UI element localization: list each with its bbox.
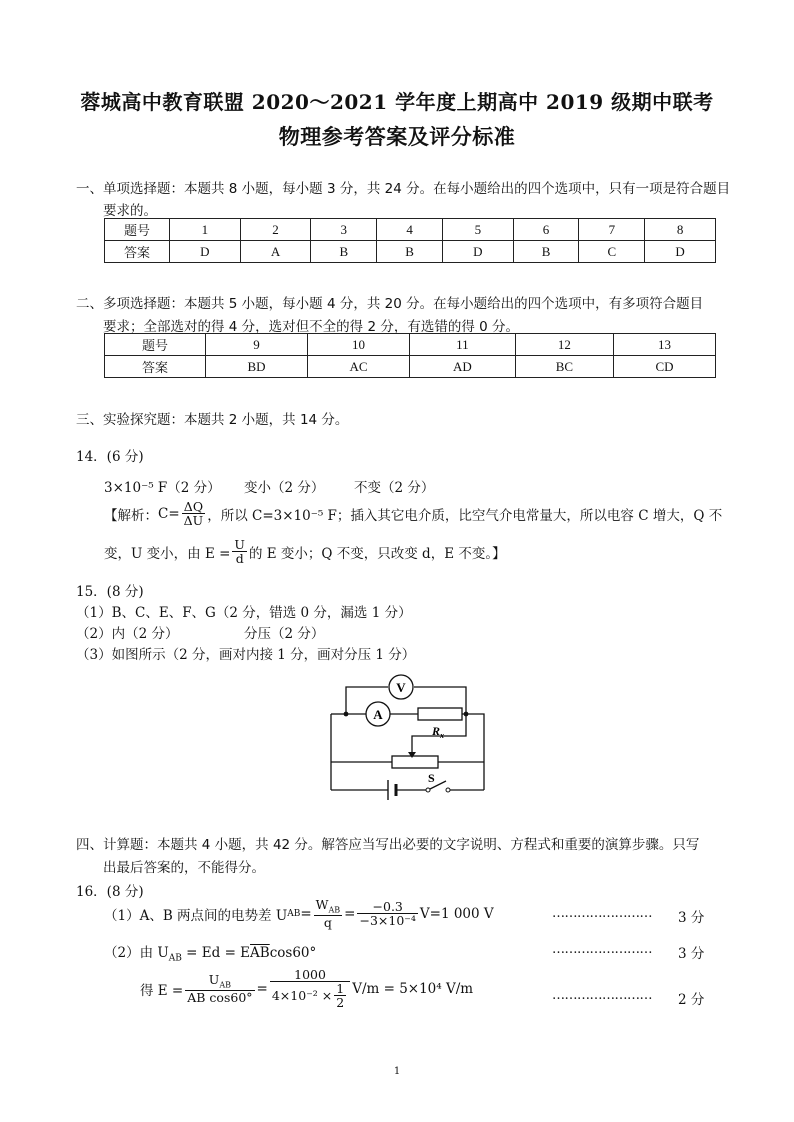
- step1-subscript: AB: [287, 908, 301, 919]
- page-number: 1: [393, 1066, 401, 1077]
- score-leader: ……………………: [552, 988, 652, 1003]
- q15-item3: （3）如图所示（2 分，画对内接 1 分，画对分压 1 分）: [76, 647, 416, 663]
- q14-label: 14．(6 分): [76, 449, 144, 465]
- row-label: 题号: [105, 219, 170, 241]
- q14-answer1: 3×10⁻⁵ F（2 分）: [104, 480, 221, 496]
- segment-ab: $\overline{AB}$: [250, 945, 270, 961]
- fraction-values: [357, 900, 417, 927]
- question-number: 9: [206, 334, 308, 356]
- question-number: 8: [645, 219, 716, 241]
- fraction-numerator: [314, 898, 343, 916]
- junction-dot: [344, 712, 349, 717]
- step3-prefix: 得 E =: [140, 982, 184, 999]
- answer-cell: B: [513, 241, 579, 263]
- question-number: 3: [311, 219, 377, 241]
- question-number: 11: [410, 334, 516, 356]
- u-subscript: AB: [219, 980, 231, 990]
- ammeter-label: A: [373, 707, 383, 722]
- question-number: 7: [579, 219, 645, 241]
- step1-score: 3 分: [678, 910, 705, 926]
- den-text: 4×10⁻² ×: [271, 988, 333, 1004]
- fraction-numerator: U: [234, 537, 245, 552]
- q16-step1: [104, 898, 494, 929]
- half-numerator: 1: [336, 981, 345, 997]
- voltmeter-label: V: [396, 680, 406, 695]
- circuit-diagram: [318, 672, 498, 806]
- answer-cell: AC: [308, 356, 410, 378]
- step2-cos: cos60°: [269, 945, 317, 961]
- question-number: 5: [442, 219, 513, 241]
- section4-heading-line1: 四、计算题：本题共 4 小题，共 42 分。解答应当写出必要的文字说明、方程式和重要的演算步骤。只写: [76, 837, 700, 853]
- question-number: 12: [515, 334, 613, 356]
- fraction-u-abcos: [185, 973, 254, 1004]
- resistor-label: R: [432, 724, 441, 738]
- fraction-denominator: −3×10⁻⁴: [359, 913, 416, 928]
- fraction-half: [334, 982, 346, 1009]
- table-row-answers: [105, 241, 716, 263]
- step2-subscript: AB: [168, 953, 182, 964]
- equals: =: [344, 905, 356, 922]
- fraction-denominator: d: [235, 551, 244, 567]
- q16-label: 16．(8 分): [76, 884, 144, 900]
- capacitance-eq: C=: [158, 505, 180, 522]
- fraction-dq-du: [182, 500, 206, 527]
- q15-item2-b: 分压（2 分）: [244, 626, 325, 642]
- wire: [414, 687, 466, 714]
- answer-cell: AD: [410, 356, 516, 378]
- switch-contact: [426, 788, 430, 792]
- table-row-answers: [105, 356, 716, 378]
- step3-result: V/m = 5×10⁴ V/m: [352, 980, 474, 997]
- row-label: 题号: [105, 334, 206, 356]
- question-number: 13: [613, 334, 715, 356]
- switch-label: S: [428, 771, 435, 785]
- section4-heading-line2: 出最后答案的，不能得分。: [103, 860, 265, 876]
- section3-heading: 三、实验探究题：本题共 2 小题，共 14 分。: [76, 412, 349, 428]
- switch-contact: [446, 788, 450, 792]
- q14-answer2: 变小（2 分）: [244, 480, 325, 496]
- table-row-numbers: [105, 334, 716, 356]
- answer-cell: D: [170, 241, 241, 263]
- step2-text: （2）由 U: [104, 945, 169, 961]
- step2-eq: = Ed = E: [181, 945, 251, 961]
- q16-step2: [104, 941, 316, 964]
- answer-cell: A: [240, 241, 311, 263]
- equals: =: [300, 905, 312, 922]
- half-denominator: 2: [336, 995, 345, 1011]
- slider-arrow-icon: [408, 752, 416, 758]
- section2-answer-table: [104, 333, 716, 378]
- question-number: 6: [513, 219, 579, 241]
- resistor-rx-icon: [418, 708, 462, 720]
- answer-cell: B: [377, 241, 443, 263]
- table-row-numbers: [105, 219, 716, 241]
- fraction-denominator: AB cos60°: [187, 990, 253, 1006]
- page-subtitle: 物理参考答案及评分标准: [278, 124, 516, 149]
- answer-cell: D: [442, 241, 513, 263]
- question-number: 4: [377, 219, 443, 241]
- answer-cell: CD: [613, 356, 715, 378]
- resistor-subscript: x: [440, 731, 444, 740]
- analysis-text: 变，U 变小，由 E =: [104, 545, 231, 562]
- question-number: 1: [170, 219, 241, 241]
- fraction-denominator: q: [323, 914, 332, 930]
- analysis-text: 的 E 变小；Q 不变，只改变 d，E 不变。】: [248, 545, 506, 562]
- fraction-numerator: ΔQ: [182, 500, 206, 514]
- fraction-u-d: [232, 538, 247, 565]
- section1-answer-table: [104, 218, 716, 263]
- answer-cell: D: [645, 241, 716, 263]
- work-subscript: AB: [328, 905, 341, 915]
- q14-analysis-line1: [104, 500, 722, 527]
- step2-score: 3 分: [678, 946, 705, 962]
- equals: =: [256, 980, 268, 997]
- q15-item1: （1）B、C、E、F、G（2 分，错选 0 分，漏选 1 分）: [76, 605, 412, 621]
- answer-cell: BD: [206, 356, 308, 378]
- wire: [462, 714, 484, 762]
- step1-text: （1）A、B 两点间的电势差 U: [104, 907, 288, 924]
- fraction-denominator: ΔU: [183, 513, 204, 529]
- fraction-numerator: −0.3: [357, 900, 417, 914]
- step1-result: V=1 000 V: [419, 905, 494, 922]
- score-leader: ……………………: [552, 906, 652, 921]
- q15-item2-a: （2）内（2 分）: [76, 626, 179, 642]
- fraction-w-q: [314, 898, 343, 929]
- q16-step3: [140, 968, 473, 1009]
- fraction-numeric: [270, 968, 350, 1009]
- row-label: 答案: [105, 241, 170, 263]
- page-title: 蓉城高中教育联盟 2020～2021 学年度上期高中 2019 级期中联考: [80, 90, 714, 114]
- fraction-denominator: [270, 982, 350, 1009]
- section1-heading-line1: 一、单项选择题：本题共 8 小题，每小题 3 分，共 24 分。在每小题给出的四个选项中，只有一项是符合题目: [76, 181, 731, 197]
- section1-heading-line2: 要求的。: [103, 203, 157, 219]
- fraction-numerator: 1000: [270, 968, 350, 982]
- question-number: 2: [240, 219, 311, 241]
- junction-dot: [464, 712, 469, 717]
- q15-label: 15．(8 分): [76, 584, 144, 600]
- analysis-text: ，所以 C=3×10⁻⁵ F；插入其它电介质，比空气介电常量大，所以电容 C 增大，Q 不: [207, 507, 723, 524]
- row-label: 答案: [105, 356, 206, 378]
- score-leader: ……………………: [552, 942, 652, 957]
- step3-score: 2 分: [678, 992, 705, 1008]
- answer-cell: BC: [515, 356, 613, 378]
- section2-heading-line2: 要求；全部选对的得 4 分，选对但不全的得 2 分，有选错的得 0 分。: [103, 319, 520, 335]
- q14-answer3: 不变（2 分）: [354, 480, 435, 496]
- answer-cell: B: [311, 241, 377, 263]
- u-symbol: U: [208, 972, 220, 988]
- q14-analysis-line2: [104, 538, 506, 565]
- question-number: 10: [308, 334, 410, 356]
- answer-cell: C: [579, 241, 645, 263]
- fraction-numerator: [185, 973, 254, 991]
- section2-heading-line1: 二、多项选择题：本题共 5 小题，每小题 4 分，共 20 分。在每小题给出的四个选项中，有多项符合题目: [76, 296, 704, 312]
- analysis-open: 【解析：: [104, 507, 158, 524]
- rheostat-icon: [392, 756, 438, 768]
- work-symbol: W: [315, 897, 329, 912]
